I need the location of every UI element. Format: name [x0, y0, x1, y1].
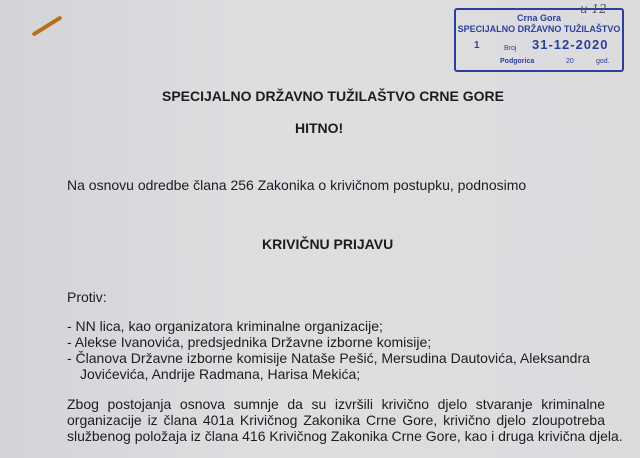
stamp-place: Podgorica: [500, 58, 535, 65]
body-line: Zbog postojanja osnova sumnje da su izvršili krivično djelo stvaranje kriminalne: [67, 396, 605, 412]
list-item: - Alekse Ivanovića, predsjednika Državne izborne komisije;: [67, 334, 432, 350]
document-title: KRIVIČNU PRIJAVU: [262, 236, 394, 252]
stamp-country: Crna Gora: [516, 13, 561, 23]
body-line: organizacije iz člana 401a Krivičnog Zakonika Crne Gore, krivično djelo zloupotreba: [67, 412, 605, 428]
pencil-mark: [32, 15, 63, 36]
handwritten-note: u 12: [580, 2, 607, 16]
list-item: - Članova Državne izborne komisije Nataše Pešić, Mersudina Dautovića, Aleksandra: [67, 350, 590, 366]
stamp-broj-label: Broj: [504, 45, 517, 52]
list-item: Jovićevića, Andrije Radmana, Harisa Mekića;: [80, 366, 361, 382]
urgent-label: HITNO!: [295, 120, 344, 136]
stamp-god-label: god.: [596, 58, 610, 65]
body-line: službenog položaja iz člana 416 Krivičnog Zakonika Crne Gore, kao i druga krivična djela.: [67, 428, 623, 444]
stamp-date: 31-12-2020: [532, 37, 609, 52]
stamp-number: 1: [474, 40, 480, 51]
document-heading: SPECIJALNO DRŽAVNO TUŽILAŠTVO CRNE GORE: [162, 88, 504, 104]
stamp-institution: SPECIJALNO DRŽAVNO TUŽILAŠTVO: [457, 24, 621, 34]
list-item: - NN lica, kao organizatora kriminalne organizacije;: [67, 318, 383, 334]
against-label: Protiv:: [67, 289, 107, 305]
stamp-year-prefix: 20: [566, 58, 574, 65]
intro-text: Na osnovu odredbe člana 256 Zakonika o krivičnom postupku, podnosimo: [67, 177, 527, 193]
receipt-stamp: [454, 8, 624, 72]
